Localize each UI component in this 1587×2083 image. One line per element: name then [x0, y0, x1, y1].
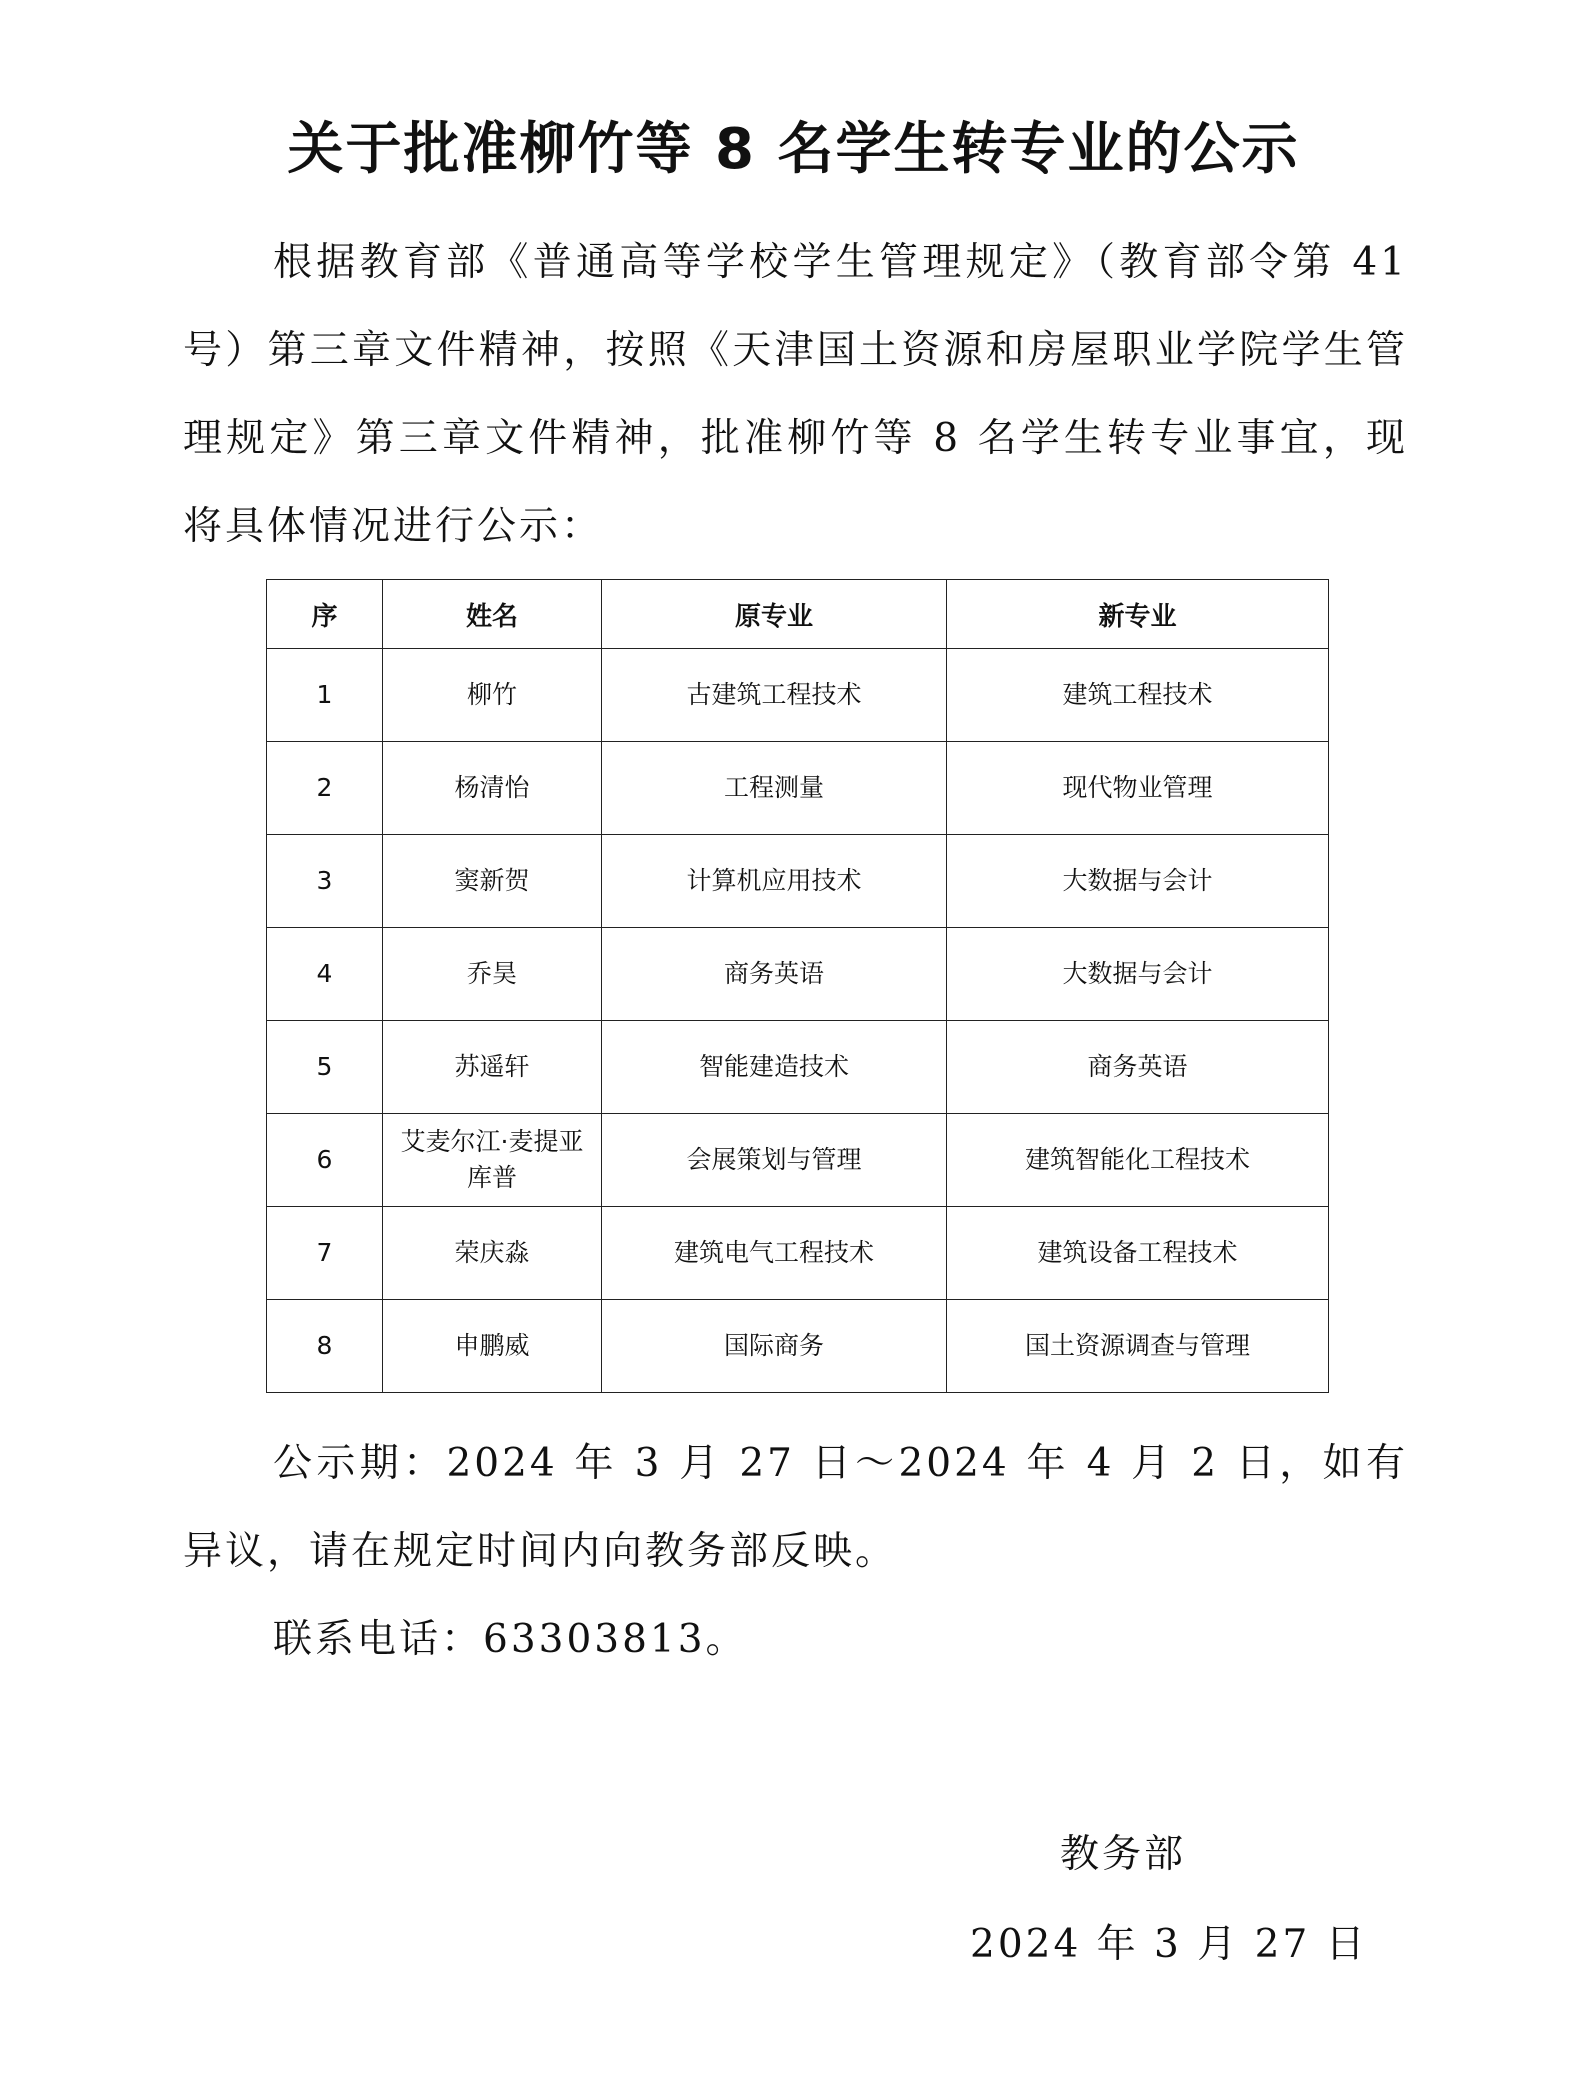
- signature-date: 2024 年 3 月 27 日: [970, 1922, 1368, 1967]
- cell-seq: 2: [267, 742, 383, 835]
- intro-paragraph: 根据教育部《普通高等学校学生管理规定》（教育部令第 41 号）第三章文件精神，按照《天津国土资源和房屋职业学院学生管理规定》第三章文件精神，批准柳竹等 8 名学生转专业事宜，现将具体情况进行公示：: [183, 240, 1408, 549]
- table-header-row: [267, 580, 1329, 649]
- header-new-major: 新专业: [947, 580, 1329, 649]
- cell-name: 荣庆淼: [383, 1207, 602, 1300]
- cell-seq: 5: [267, 1021, 383, 1114]
- cell-name: 艾麦尔江·麦提亚库普: [383, 1114, 602, 1207]
- contact-phone: 63303813: [483, 1617, 706, 1662]
- table-row: [267, 649, 1329, 742]
- cell-name: 杨清怡: [383, 742, 602, 835]
- cell-new-major: 大数据与会计: [947, 928, 1329, 1021]
- table-row: [267, 835, 1329, 928]
- notice-period-paragraph: 公示期：2024 年 3 月 27 日～2024 年 4 月 2 日，如有异议，请在规定时间内向教务部反映。: [183, 1441, 1408, 1574]
- header-seq: 序: [267, 580, 383, 649]
- cell-new-major: 现代物业管理: [947, 742, 1329, 835]
- contact-end: 。: [705, 1617, 748, 1662]
- cell-seq: 6: [267, 1114, 383, 1207]
- cell-new-major: 国土资源调查与管理: [947, 1300, 1329, 1393]
- cell-seq: 1: [267, 649, 383, 742]
- header-original-major: 原专业: [602, 580, 947, 649]
- contact-label: 联系电话：: [273, 1617, 484, 1662]
- cell-new-major: 建筑智能化工程技术: [947, 1114, 1329, 1207]
- cell-name: 窦新贺: [383, 835, 602, 928]
- transfer-table: [266, 579, 1329, 1393]
- cell-seq: 7: [267, 1207, 383, 1300]
- table-row: [267, 1021, 1329, 1114]
- cell-new-major: 大数据与会计: [947, 835, 1329, 928]
- cell-original-major: 智能建造技术: [602, 1021, 947, 1114]
- cell-new-major: 建筑设备工程技术: [947, 1207, 1329, 1300]
- table-row: [267, 742, 1329, 835]
- table-row: [267, 1114, 1329, 1207]
- cell-original-major: 建筑电气工程技术: [602, 1207, 947, 1300]
- cell-name: 申鹏威: [383, 1300, 602, 1393]
- table-row: [267, 1207, 1329, 1300]
- cell-original-major: 会展策划与管理: [602, 1114, 947, 1207]
- signature-department: 教务部: [1060, 1832, 1187, 1877]
- cell-seq: 3: [267, 835, 383, 928]
- header-name: 姓名: [383, 580, 602, 649]
- table-row: [267, 928, 1329, 1021]
- cell-original-major: 计算机应用技术: [602, 835, 947, 928]
- cell-original-major: 古建筑工程技术: [602, 649, 947, 742]
- page-title: 关于批准柳竹等 8 名学生转专业的公示: [287, 117, 1300, 182]
- cell-seq: 4: [267, 928, 383, 1021]
- table-row: [267, 1300, 1329, 1393]
- cell-new-major: 商务英语: [947, 1021, 1329, 1114]
- cell-original-major: 工程测量: [602, 742, 947, 835]
- cell-original-major: 商务英语: [602, 928, 947, 1021]
- cell-seq: 8: [267, 1300, 383, 1393]
- cell-name: 乔昊: [383, 928, 602, 1021]
- contact-line: [273, 1596, 748, 1684]
- cell-name: 苏遥轩: [383, 1021, 602, 1114]
- cell-new-major: 建筑工程技术: [947, 649, 1329, 742]
- cell-name: 柳竹: [383, 649, 602, 742]
- cell-original-major: 国际商务: [602, 1300, 947, 1393]
